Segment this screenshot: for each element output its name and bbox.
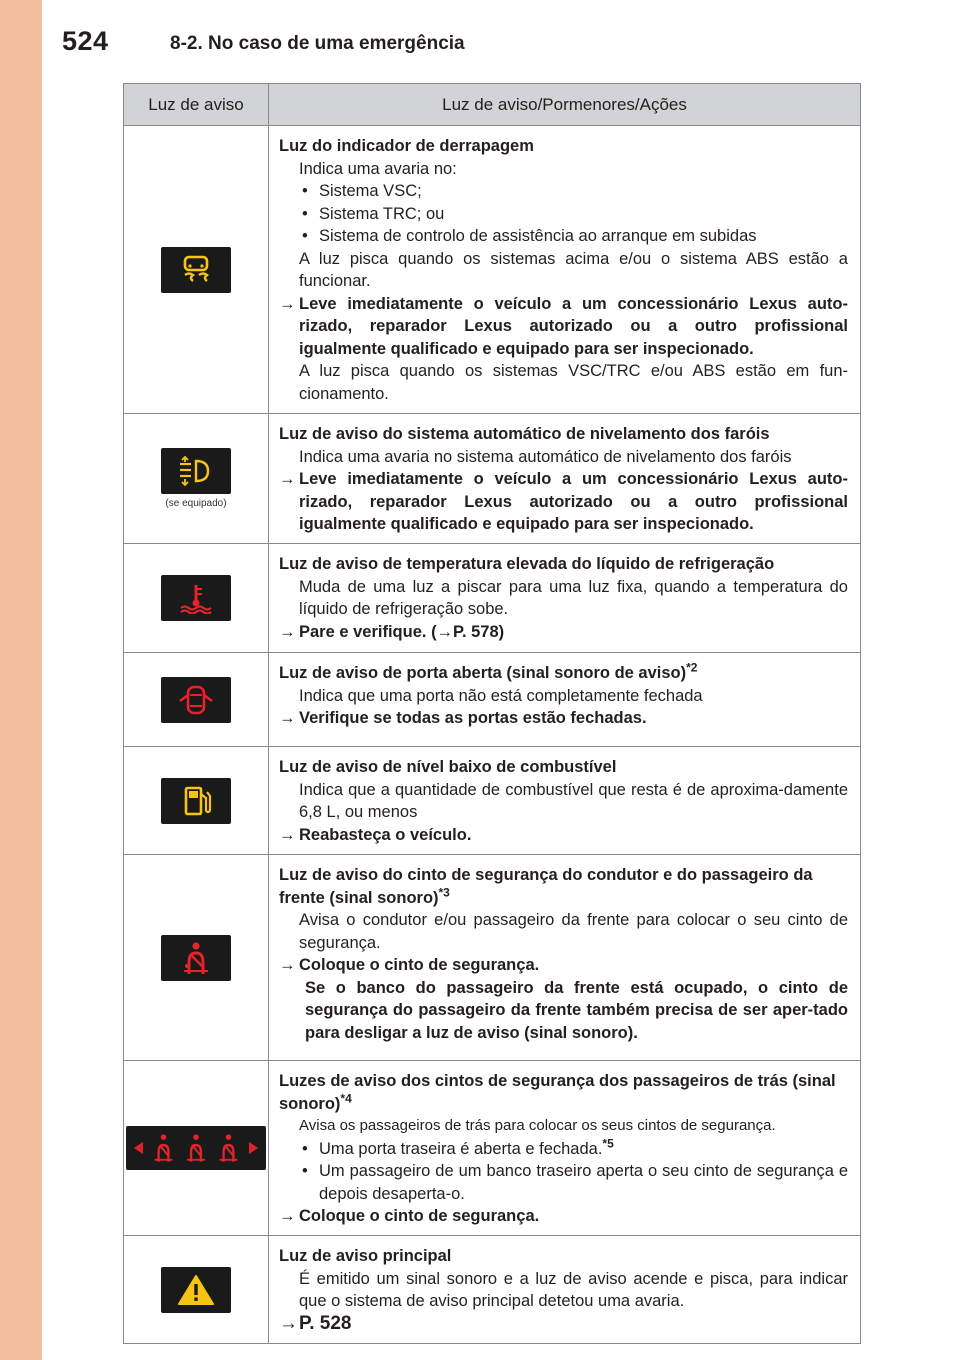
coolant-temperature-icon	[161, 575, 231, 621]
table-row	[124, 1061, 860, 1236]
row-intro: Muda de uma luz a piscar para uma luz fixa, quando a temperatura do líquido de refrigeração sobe.	[299, 577, 848, 618]
arrow-icon: →	[279, 294, 296, 313]
column-header-warning-light: Luz de aviso	[124, 84, 269, 125]
details-cell	[269, 855, 860, 1060]
details-cell	[269, 653, 860, 746]
icon-cell	[124, 1061, 269, 1235]
rear-seatbelt-icon	[126, 1126, 266, 1170]
row-action: → Coloque o cinto de segurança.	[279, 1205, 848, 1228]
row-action: → Pare e verifique. (→P. 578)	[279, 621, 848, 644]
arrow-icon: →	[279, 622, 296, 641]
row-note: A luz pisca quando os sistemas acima e/ou o sistema ABS estão a funcionar.	[299, 249, 848, 290]
row-title: Luz de aviso do cinto de segurança do condutor e do passageiro da frente (sinal sonoro)$^{*3}$	[279, 866, 813, 907]
row-action: → Verifique se todas as portas estão fechadas.	[279, 707, 848, 730]
details-cell	[269, 544, 860, 652]
door-open-icon	[161, 677, 231, 723]
row-intro: Indica uma avaria no:	[299, 159, 457, 178]
headlight-leveling-icon	[161, 448, 231, 494]
table-row	[124, 414, 860, 544]
arrow-icon: →	[279, 825, 296, 844]
table-row	[124, 855, 860, 1061]
bullet-list	[279, 1138, 848, 1206]
table-row	[124, 747, 860, 855]
footnote-ref: *4	[340, 1091, 352, 1105]
footnote-ref: *2	[686, 660, 698, 675]
table-row	[124, 544, 860, 653]
row-intro: Indica que a quantidade de combustível que resta é de aproxima-damente 6,8 L, ou menos	[299, 780, 848, 821]
condition-label: (se equipado)	[165, 498, 227, 509]
row-title: Luz de aviso de nível baixo de combustível	[279, 758, 617, 776]
list-item: • Sistema TRC; ou	[299, 203, 848, 226]
row-action-detail: Se o banco do passageiro da frente está ocupado, o cinto de segurança do passageiro da frente também precisa de ser aper-tado para desligar a luz de aviso (sinal sonoro).	[305, 978, 848, 1042]
row-note: A luz pisca quando os sistemas VSC/TRC e/ou ABS estão em fun-cionamento.	[299, 362, 848, 403]
table-row	[124, 126, 860, 414]
warning-light-table	[123, 83, 861, 1344]
arrow-icon: →	[279, 956, 296, 974]
row-action: → Coloque o cinto de segurança.	[279, 954, 848, 977]
footnote-ref: *3	[438, 885, 450, 899]
side-strip	[0, 0, 42, 1360]
row-intro: É emitido um sinal sonoro e a luz de aviso acende e pisca, para indicar que o sistema de aviso principal detetou uma avaria.	[299, 1269, 848, 1310]
icon-cell	[124, 653, 269, 746]
row-intro: Indica que uma porta não está completamente fechada	[299, 686, 703, 705]
arrow-icon: →	[279, 1207, 296, 1225]
table-row	[124, 653, 860, 747]
row-action: → Reabasteça o veículo.	[279, 824, 848, 847]
icon-cell	[124, 747, 269, 854]
page-number: 524	[62, 26, 109, 56]
row-title: Luz de aviso de temperatura elevada do líquido de refrigeração	[279, 555, 775, 573]
list-item: • Sistema de controlo de assistência ao arranque em subidas	[299, 225, 848, 248]
icon-cell	[124, 126, 269, 413]
icon-cell	[124, 1236, 269, 1343]
list-item: • Uma porta traseira é aberta e fechada.$^{*5}$	[299, 1138, 848, 1161]
footnote-ref: *5	[602, 1136, 614, 1150]
arrow-icon: →	[279, 470, 296, 488]
row-title: Luz de aviso principal	[279, 1247, 452, 1265]
master-warning-icon	[161, 1267, 231, 1313]
row-action: → Leve imediatamente o veículo a um concessionário Lexus auto-rizado, reparador Lexus autorizado ou a outro profissional igualmente qualificado e equipado para ser inspecionado.	[279, 470, 848, 533]
list-item: • Sistema VSC;	[299, 180, 848, 203]
row-title: Luz de aviso de porta aberta (sinal sonoro de aviso)$^{*2}$	[279, 660, 698, 682]
row-intro: Indica uma avaria no sistema automático de nivelamento dos faróis	[299, 447, 792, 466]
arrow-icon: →	[279, 1312, 298, 1334]
bullet-list	[279, 180, 848, 248]
row-title: Luz de aviso do sistema automático de nivelamento dos faróis	[279, 425, 770, 443]
row-action: → Leve imediatamente o veículo a um concessionário Lexus auto-rizado, reparador Lexus autorizado ou a outro profissional igualmente qualificado e equipado para ser inspecionado.	[279, 294, 848, 358]
seatbelt-icon	[161, 935, 231, 981]
row-title: Luz do indicador de derrapagem	[279, 137, 534, 155]
table-row	[124, 1236, 860, 1343]
skid-indicator-icon	[161, 247, 231, 293]
details-cell	[269, 414, 860, 543]
arrow-icon: →	[279, 709, 296, 727]
row-intro: Avisa os passageiros de trás para colocar os seus cintos de segurança.	[299, 1117, 776, 1134]
column-header-details: Luz de aviso/Pormenores/Ações	[442, 94, 687, 114]
fuel-pump-icon	[161, 778, 231, 824]
table-header	[124, 84, 860, 126]
section-title: 8-2. No caso de uma emergência	[170, 33, 465, 54]
details-cell	[269, 747, 860, 854]
row-title: Luzes de aviso dos cintos de segurança dos passageiros de trás (sinal sonoro)$^{*4}$	[279, 1072, 836, 1113]
list-item: • Um passageiro de um banco traseiro aperta o seu cinto de segurança e depois desaperta-o.	[299, 1160, 848, 1205]
icon-cell	[124, 855, 269, 1060]
details-cell	[269, 126, 860, 413]
row-action[interactable]: → P. 528	[279, 1312, 352, 1334]
details-cell	[269, 1061, 860, 1235]
details-cell	[269, 1236, 860, 1343]
row-intro: Avisa o condutor e/ou passageiro da frente para colocar o seu cinto de segurança.	[299, 911, 848, 952]
icon-cell	[124, 544, 269, 652]
icon-cell	[124, 414, 269, 543]
